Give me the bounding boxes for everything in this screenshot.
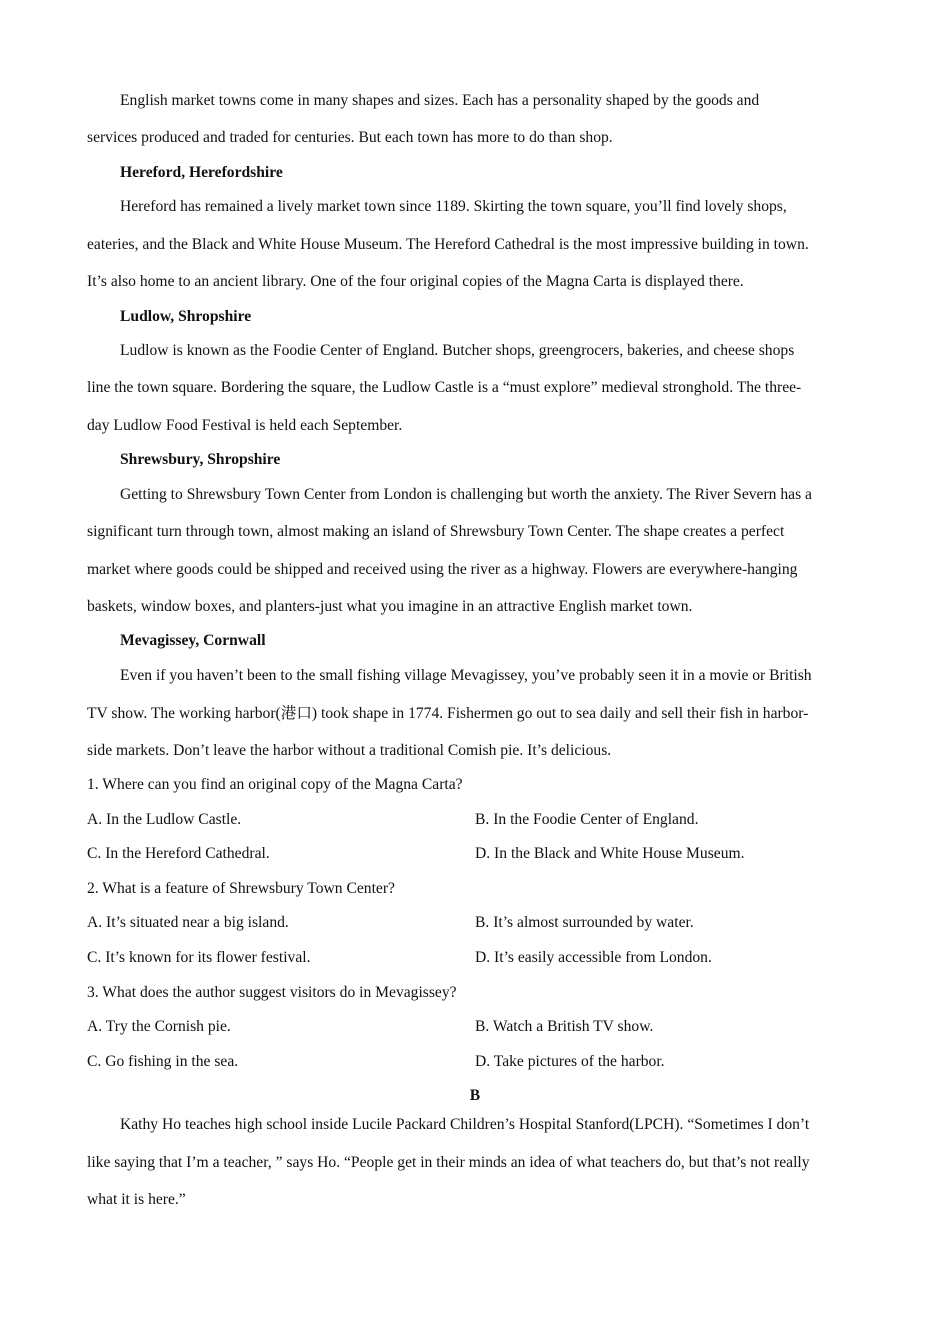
- question-stem: 3. What does the author suggest visitors do in Mevagissey?: [87, 984, 457, 1001]
- paragraph-line: TV show. The working harbor(港口) took shape in 1774. Fishermen go out to sea daily and sell their fish in harbor-: [87, 705, 809, 722]
- question-stem: 1. Where can you find an original copy of the Magna Carta?: [87, 776, 463, 793]
- answer-option: D. It’s easily accessible from London.: [475, 949, 712, 966]
- answer-option: D. Take pictures of the harbor.: [475, 1053, 665, 1070]
- paragraph-line: eateries, and the Black and White House Museum. The Hereford Cathedral is the most impressive building in town.: [87, 236, 809, 253]
- section-b-heading: B: [469, 1087, 481, 1104]
- intro-line: English market towns come in many shapes and sizes. Each has a personality shaped by the goods and: [120, 92, 760, 109]
- answer-option: A. Try the Cornish pie.: [87, 1018, 231, 1035]
- answer-option: C. It’s known for its flower festival.: [87, 949, 311, 966]
- answer-option: B. It’s almost surrounded by water.: [475, 914, 694, 931]
- paragraph-line: Kathy Ho teaches high school inside Lucile Packard Children’s Hospital Stanford(LPCH). “Sometimes I don’t: [120, 1116, 810, 1133]
- answer-option: A. In the Ludlow Castle.: [87, 811, 242, 828]
- paragraph-line: baskets, window boxes, and planters-just what you imagine in an attractive English market town.: [87, 598, 693, 615]
- paragraph-line: significant turn through town, almost making an island of Shrewsbury Town Center. The shape creates a perfect: [87, 523, 785, 540]
- paragraph-line: Getting to Shrewsbury Town Center from London is challenging but worth the anxiety. The River Severn has a: [120, 486, 812, 503]
- paragraph-line: like saying that I’m a teacher, ” says Ho. “People get in their minds an idea of what teachers do, but that’s not really: [87, 1154, 810, 1171]
- paragraph-line: what it is here.”: [87, 1191, 186, 1208]
- paragraph-line: Even if you haven’t been to the small fishing village Mevagissey, you’ve probably seen it in a movie or British: [120, 667, 812, 684]
- paragraph-line: It’s also home to an ancient library. One of the four original copies of the Magna Carta is displayed there.: [87, 273, 744, 290]
- paragraph-line: line the town square. Bordering the square, the Ludlow Castle is a “must explore” medieval stronghold. The three-: [87, 379, 802, 396]
- section-heading-shrewsbury: Shrewsbury, Shropshire: [120, 451, 281, 468]
- section-heading-mevagissey: Mevagissey, Cornwall: [120, 632, 266, 649]
- paragraph-line: Ludlow is known as the Foodie Center of England. Butcher shops, greengrocers, bakeries, and cheese shops: [120, 342, 795, 359]
- answer-option: C. In the Hereford Cathedral.: [87, 845, 270, 862]
- section-heading-ludlow: Ludlow, Shropshire: [120, 308, 252, 325]
- section-heading-hereford: Hereford, Herefordshire: [120, 164, 283, 181]
- answer-option: B. In the Foodie Center of England.: [475, 811, 699, 828]
- paragraph-line: market where goods could be shipped and received using the river as a highway. Flowers are everywhere-hanging: [87, 561, 798, 578]
- paragraph-line: day Ludlow Food Festival is held each September.: [87, 417, 403, 434]
- answer-option: D. In the Black and White House Museum.: [475, 845, 745, 862]
- answer-option: B. Watch a British TV show.: [475, 1018, 654, 1035]
- intro-line: services produced and traded for centuries. But each town has more to do than shop.: [87, 129, 613, 146]
- question-stem: 2. What is a feature of Shrewsbury Town Center?: [87, 880, 395, 897]
- paragraph-line: Hereford has remained a lively market town since 1189. Skirting the town square, you’ll find lovely shops,: [120, 198, 787, 215]
- paragraph-line: side markets. Don’t leave the harbor without a traditional Comish pie. It’s delicious.: [87, 742, 612, 759]
- answer-option: C. Go fishing in the sea.: [87, 1053, 239, 1070]
- answer-option: A. It’s situated near a big island.: [87, 914, 289, 931]
